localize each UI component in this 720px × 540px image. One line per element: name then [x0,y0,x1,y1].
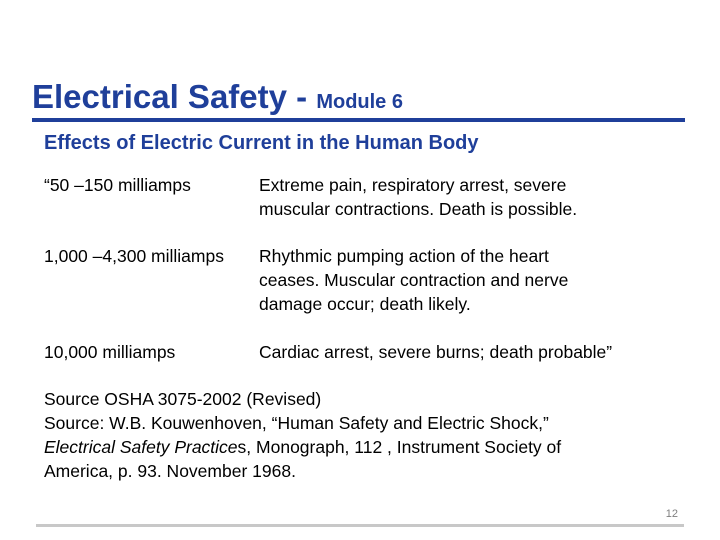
effect-line: damage occur; death likely. [259,294,471,314]
current-range-label: 10,000 milliamps [44,342,176,362]
effect-line: ceases. Muscular contraction and nerve [259,270,569,290]
source-line: Source OSHA 3075-2002 (Revised) [44,389,322,409]
title-underline [32,118,685,122]
current-range-label: 1,000 –4,300 milliamps [44,246,224,266]
effect-line: Extreme pain, respiratory arrest, severe [259,175,567,195]
effect-line: Rhythmic pumping action of the heart [259,246,549,266]
source-citation [44,387,684,483]
slide-subtitle: Effects of Electric Current in the Human Body [44,132,479,154]
title-main: Electrical Safety - [32,78,317,115]
title-module: Module 6 [316,91,403,113]
effect-description [259,173,679,221]
current-range-label: “50 –150 milliamps [44,175,191,195]
source-line [44,435,684,459]
slide-title [32,78,403,116]
source-line-rest: s, Monograph, 112 , Instrument Society of [237,437,562,457]
publication-title: Electrical Safety Practice [44,437,238,457]
source-line: America, p. 93. November 1968. [44,461,296,481]
effect-description [259,340,679,364]
footer-rule [36,524,684,527]
source-line: Source: W.B. Kouwenhoven, “Human Safety and Electric Shock,” [44,413,549,433]
effect-line: muscular contractions. Death is possible. [259,199,578,219]
page-number: 12 [665,508,678,520]
effect-line: Cardiac arrest, severe burns; death probable” [259,342,613,362]
effect-description [259,244,679,316]
